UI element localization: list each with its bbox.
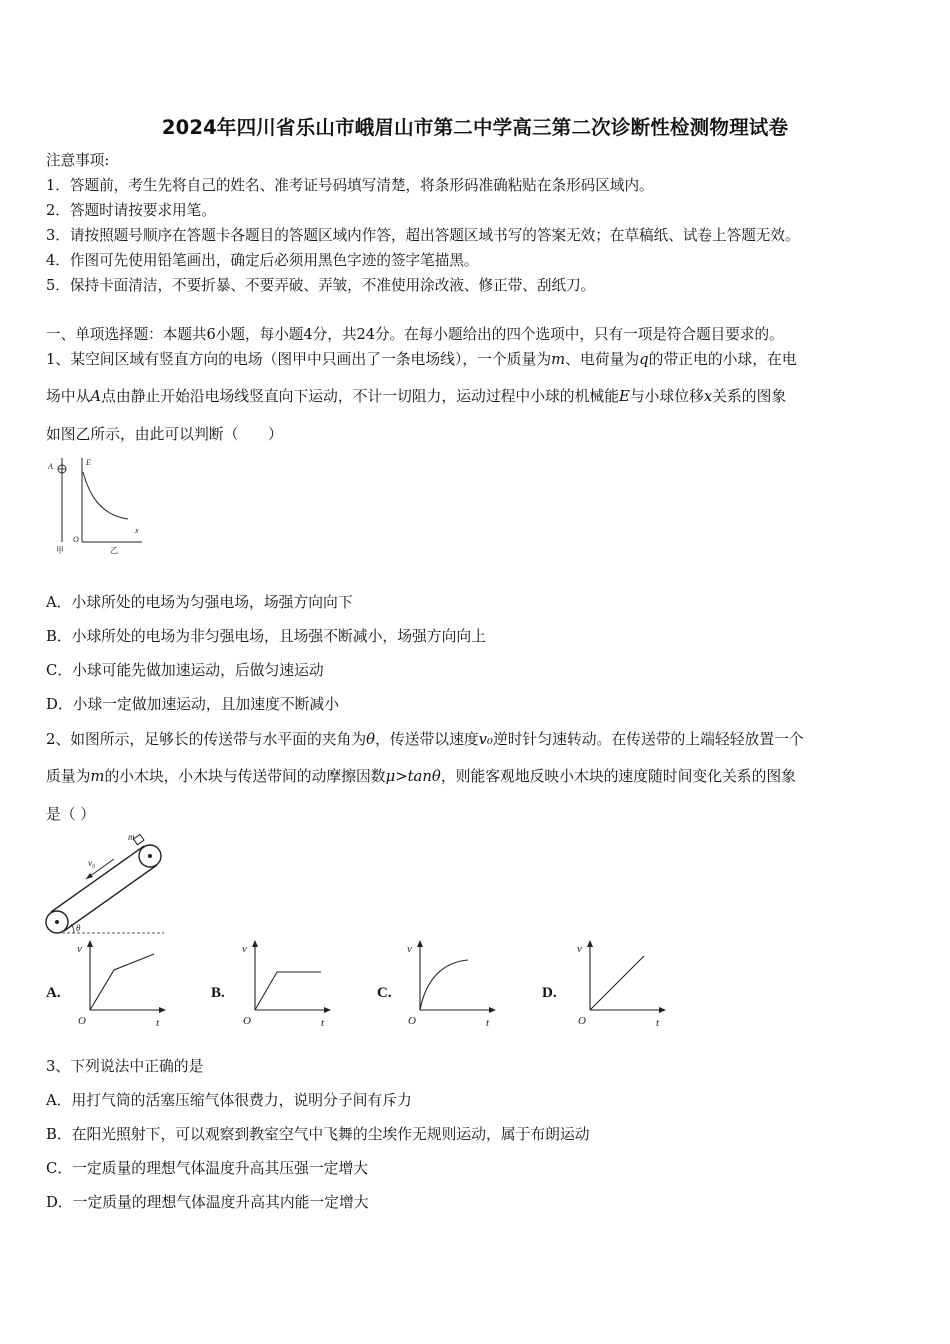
q3-option-c: C．一定质量的理想气体温度升高其压强一定增大: [46, 1160, 369, 1177]
graph-c: [404, 938, 504, 1030]
q2-text-segment: ，传送带以速度: [375, 731, 479, 748]
q2-var-v0: v₀: [478, 731, 493, 748]
e-x-curve: [83, 472, 128, 519]
graph-a-t-label: t: [156, 1017, 160, 1029]
label-jia: 甲: [56, 546, 64, 555]
graph-b-v-label: v: [242, 943, 247, 955]
label-O: O: [73, 535, 79, 544]
graph-b-letter: B.: [211, 985, 225, 1001]
graph-a-v-arrowhead: [87, 940, 93, 947]
q2-conveyor-figure: [40, 832, 170, 938]
q1-stem-line-1: [46, 350, 797, 370]
graph-b: [239, 938, 339, 1030]
q2-text-segment: 2、如图所示，足够长的传送带与水平面的夹角为: [46, 731, 367, 748]
q2-stem-line-3: 是（ ）: [46, 806, 96, 823]
q2-var-m: m: [90, 768, 105, 785]
notice-heading: 注意事项:: [46, 152, 110, 169]
velocity-arrowhead: [86, 873, 93, 879]
notice-item-2: 2．答题时请按要求用笔。: [46, 202, 216, 219]
graph-b-curve: [255, 972, 321, 1010]
label-theta: θ: [76, 923, 81, 933]
notice-item-3: 3．请按照题号顺序在答题卡各题目的答题区域内作答，超出答题区域书写的答案无效；在草稿纸、试卷上答题无效。: [46, 227, 800, 244]
belt-lower: [64, 865, 157, 931]
graph-d-v-arrowhead: [587, 940, 593, 947]
top-pulley-axle: [148, 854, 152, 858]
q2-var-theta: θ: [366, 731, 376, 748]
graph-a-o-label: O: [78, 1015, 86, 1027]
graph-c-v-label: v: [407, 943, 412, 955]
graph-a: [74, 938, 174, 1030]
q1-option-a: A．小球所处的电场为匀强电场，场强方向向下: [46, 594, 353, 611]
q2-stem-line-1: [46, 730, 804, 750]
graph-a-curve: [90, 954, 154, 1010]
graph-c-letter: C.: [377, 985, 392, 1001]
q1-text-segment: 与小球位移: [629, 388, 704, 405]
q3-stem: 3、下列说法中正确的是: [46, 1058, 204, 1075]
label-m: m: [128, 832, 135, 842]
q1-text-segment: 1、某空间区域有竖直方向的电场（图甲中只画出了一条电场线），一个质量为: [46, 351, 552, 368]
q1-var-q: q: [639, 351, 649, 368]
q1-text-segment: 场中从: [46, 388, 91, 405]
section1-heading: 一、单项选择题：本题共6小题，每小题4分，共24分。在每小题给出的四个选项中，只有一项是符合题目要求的。: [46, 326, 784, 343]
q1-text-segment: 关系的图象: [712, 388, 787, 405]
q3-option-a: A．用打气筒的活塞压缩气体很费力，说明分子间有斥力: [46, 1092, 412, 1109]
label-yi: 乙: [110, 546, 118, 555]
graph-c-o-label: O: [408, 1015, 416, 1027]
q2-text-segment: 逆时针匀速转动。在传送带的上端轻轻放置一个: [492, 731, 804, 748]
q1-var-E: E: [619, 388, 630, 405]
graph-c-t-arrowhead: [489, 1007, 496, 1013]
label-A: A: [48, 462, 53, 471]
graph-d-curve: [590, 956, 644, 1010]
block-m: [133, 834, 144, 844]
graph-d-o-label: O: [578, 1015, 586, 1027]
graph-d-letter: D.: [542, 985, 557, 1001]
belt-upper: [51, 846, 144, 912]
q1-option-d: D．小球一定做加速运动，且加速度不断减小: [46, 696, 340, 713]
q2-var-theta: θ: [431, 768, 441, 785]
graph-a-t-arrowhead: [159, 1007, 166, 1013]
graph-c-t-label: t: [486, 1017, 490, 1029]
graph-b-t-arrowhead: [324, 1007, 331, 1013]
q1-text-segment: 点由静止开始沿电场线竖直向下运动，不计一切阻力，运动过程中小球的机械能: [101, 388, 619, 405]
notice-item-4: 4．作图可先使用铅笔画出，确定后必须用黑色字迹的签字笔描黑。: [46, 252, 479, 269]
q1-text-segment: 、电荷量为: [565, 351, 640, 368]
graph-d: [574, 938, 674, 1030]
q2-text-segment: 的小木块，小木块与传送带间的动摩擦因数: [104, 768, 386, 785]
graph-b-v-arrowhead: [252, 940, 258, 947]
graph-a-v-label: v: [77, 943, 82, 955]
graph-c-v-arrowhead: [417, 940, 423, 947]
graph-d-t-arrowhead: [659, 1007, 666, 1013]
graph-b-t-label: t: [321, 1017, 325, 1029]
q1-var-A: A: [90, 388, 102, 405]
q1-var-m: m: [551, 351, 566, 368]
notice-item-5: 5．保持卡面清洁，不要折暴、不要弄破、弄皱，不准使用涂改液、修正带、刮纸刀。: [46, 277, 596, 294]
label-E: E: [86, 458, 91, 467]
q2-var-mu: μ>tan: [385, 768, 432, 785]
q1-var-x: x: [703, 388, 713, 405]
q3-option-b: B．在阳光照射下，可以观察到教室空气中飞舞的尘埃作无规则运动，属于布朗运动: [46, 1126, 590, 1143]
graph-a-letter: A.: [46, 985, 61, 1001]
graph-b-o-label: O: [243, 1015, 251, 1027]
q1-stem-line-3: 如图乙所示，由此可以判断（ ）: [46, 426, 283, 443]
notice-item-1: 1．答题前，考生先将自己的姓名、准考证号码填写清楚，将条形码准确粘贴在条形码区域内。: [46, 177, 654, 194]
q1-stem-line-2: [46, 387, 786, 407]
q3-option-d: D．一定质量的理想气体温度升高其内能一定增大: [46, 1194, 369, 1211]
page-title: 2024年四川省乐山市峨眉山市第二中学高三第二次诊断性检测物理试卷: [161, 116, 789, 139]
graph-c-curve: [420, 960, 468, 1010]
q2-text-segment: 质量为: [46, 768, 91, 785]
q1-figure: [44, 452, 154, 558]
label-x: x: [135, 526, 139, 535]
bottom-pulley-axle: [55, 920, 59, 924]
q1-text-segment: 的带正电的小球，在电: [648, 351, 797, 368]
q2-stem-line-2: [46, 767, 796, 787]
q1-option-c: C．小球可能先做加速运动，后做匀速运动: [46, 662, 324, 679]
graph-d-t-label: t: [656, 1017, 660, 1029]
label-v0: v₀: [88, 858, 96, 868]
graph-d-v-label: v: [577, 943, 582, 955]
q1-option-b: B．小球所处的电场为非匀强电场，且场强不断减小，场强方向向上: [46, 628, 486, 645]
q2-text-segment: ，则能客观地反映小木块的速度随时间变化关系的图象: [440, 768, 796, 785]
